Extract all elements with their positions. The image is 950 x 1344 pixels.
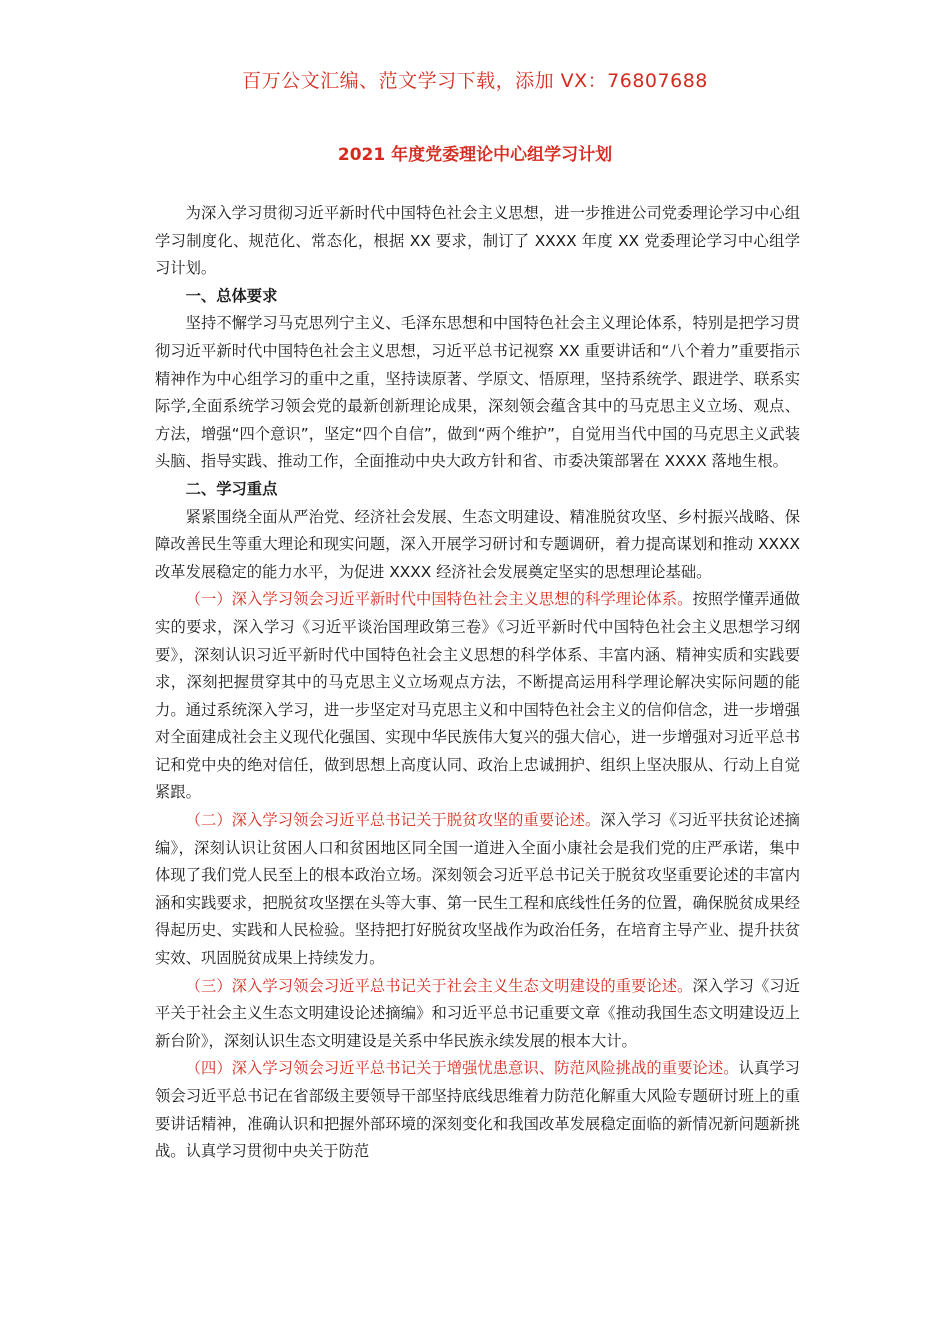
subsection-4 <box>155 1055 800 1165</box>
intro-paragraph: 为深入学习贯彻习近平新时代中国特色社会主义思想，进一步推进公司党委理论学习中心组学习制度化、规范化、常态化，根据 XX 要求，制订了 XXXX 年度 XX 党委理论学习中心组学习计划。 <box>155 204 800 278</box>
section-heading-overall: 一、总体要求 <box>185 286 278 305</box>
subsection-1-title: （一）深入学习领会习近平新时代中国特色社会主义思想的科学理论体系。 <box>185 590 693 609</box>
paragraph-study-focus: 紧紧围绕全面从严治党、经济社会发展、生态文明建设、精准脱贫攻坚、乡村振兴战略、保障改善民生等重大理论和现实问题，深入开展学习研讨和专题调研，着力提高谋划和推动 XXXX 改革发展稳定的能力水平，为促进 XXXX 经济社会发展奠定坚实的思想理论基础。 <box>155 507 800 581</box>
subsection-3-title: （三）深入学习领会习近平总书记关于社会主义生态文明建设的重要论述。 <box>185 976 693 995</box>
subsection-2-body: 深入学习《习近平扶贫论述摘编》，深刻认识让贫困人口和贫困地区同全国一道进入全面小康社会是我们党的庄严承诺，集中体现了我们党人民至上的根本政治立场。深刻领会习近平总书记关于脱贫攻坚重要论述的丰富内涵和实践要求，把脱贫攻坚摆在头等大事、第一民生工程和底线性任务的位置，确保脱贫成果经得起历史、实践和人民检验。坚持把打好脱贫攻坚战作为政治任务，在培育主导产业、提升扶贫实效、巩固脱贫成果上持续发力。 <box>155 811 800 968</box>
subsection-4-body: 认真学习领会习近平总书记在省部级主要领导干部坚持底线思维着力防范化解重大风险专题研讨班上的重要讲话精神，准确认识和把握外部环境的深刻变化和我国改革发展稳定面临的新情况新问题新挑战。认真学习贯彻中央关于防范 <box>155 1059 800 1161</box>
document-body <box>155 200 800 1166</box>
section-heading-focus: 二、学习重点 <box>185 479 278 498</box>
subsection-4-title: （四）深入学习领会习近平总书记关于增强忧患意识、防范风险挑战的重要论述。 <box>185 1059 739 1078</box>
subsection-3-body: 深入学习《习近平关于社会主义生态文明建设论述摘编》和习近平总书记重要文章《推动我国生态文明建设迈上新台阶》，深刻认识生态文明建设是关系中华民族永续发展的根本大计。 <box>155 976 800 1050</box>
paragraph-overall-requirements: 坚持不懈学习马克思列宁主义、毛泽东思想和中国特色社会主义理论体系，特别是把学习贯彻习近平新时代中国特色社会主义思想，习近平总书记视察 XX 重要讲话和“八个着力”重要指示精神作为中心组学习的重中之重，坚持读原著、学原文、悟原理，坚持系统学、跟进学、联系实际学,全面系统学习领会党的最新创新理论成果，深刻领会蕴含其中的马克思主义立场、观点、方法，增强“四个意识”，坚定“四个自信”，做到“两个维护”，自觉用当代中国的马克思主义武装头脑、指导实践、推动工作，全面推动中央大政方针和省、市委决策部署在 XXXX 落地生根。 <box>155 314 800 471</box>
document-title: 2021 年度党委理论中心组学习计划 <box>337 145 613 165</box>
subsection-1-body: 按照学懂弄通做实的要求，深入学习《习近平谈治国理政第三卷》《习近平新时代中国特色社会主义思想学习纲要》，深刻认识习近平新时代中国特色社会主义思想的科学体系、丰富内涵、精神实质和实践要求，深刻把握贯穿其中的马克思主义立场观点方法，不断提高运用科学理论解决实际问题的能力。通过系统深入学习，进一步坚定对马克思主义和中国特色社会主义的信仰信念，进一步增强对全面建成社会主义现代化强国、实现中华民族伟大复兴的强大信心，进一步增强对习近平总书记和党中央的绝对信任，做到思想上高度认同、政治上忠诚拥护、组织上坚决服从、行动上自觉紧跟。 <box>155 590 800 802</box>
subsection-2-title: （二）深入学习领会习近平总书记关于脱贫攻坚的重要论述。 <box>185 811 601 830</box>
promo-banner: 百万公文汇编、范文学习下载，添加 VX：76807688 <box>242 70 708 92</box>
subsection-1 <box>155 586 800 807</box>
subsection-3 <box>155 973 800 1056</box>
subsection-2 <box>155 807 800 973</box>
